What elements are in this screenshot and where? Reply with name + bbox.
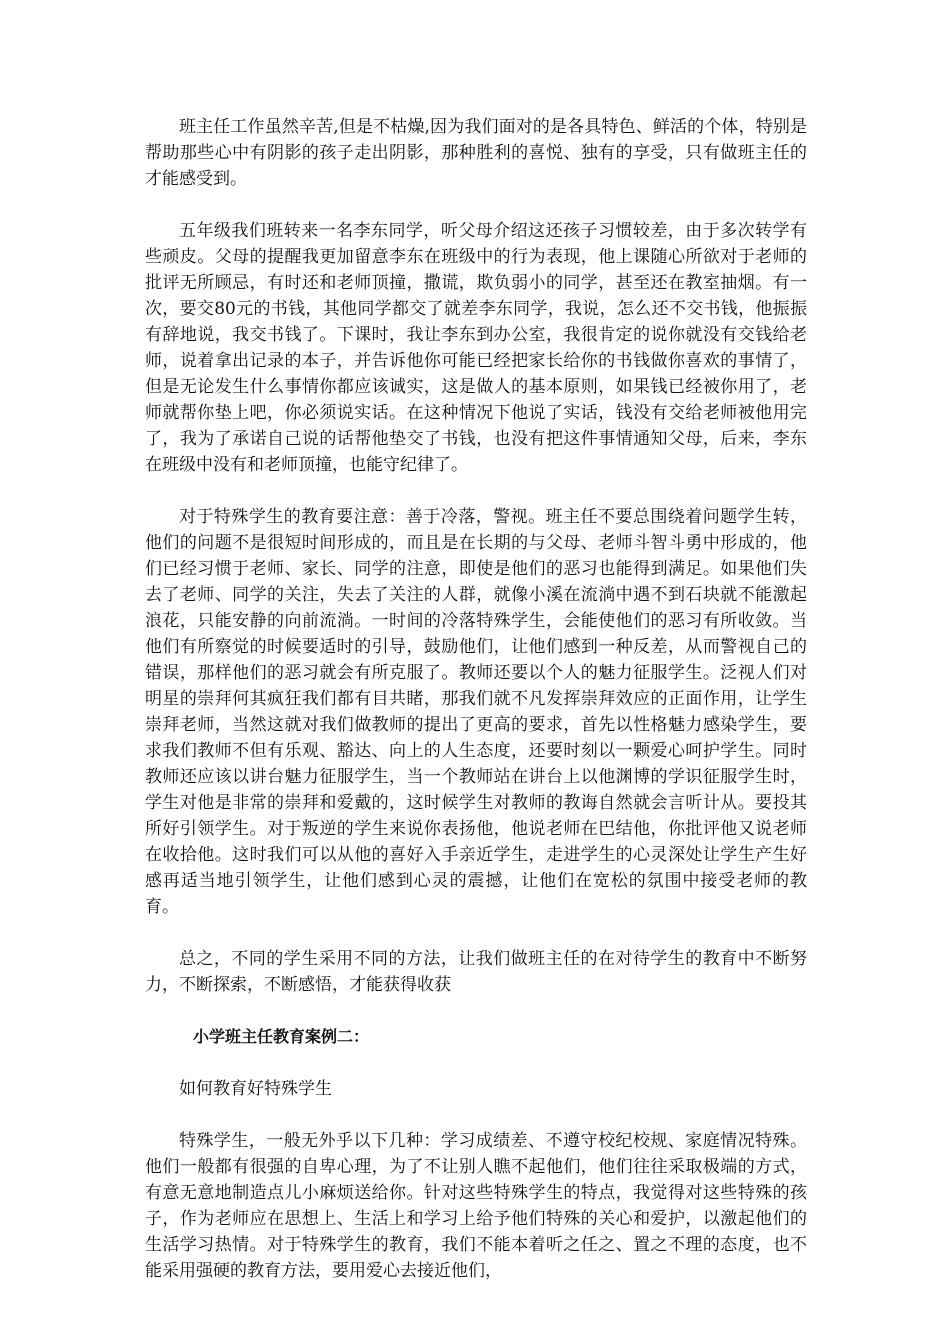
paragraph-case-story: 五年级我们班转来一名李东同学，听父母介绍这还孩子习惯较差，由于多次转学有些顽皮。父母的提醒我更加留意李东在班级中的行为表现，他上课随心所欲对于老师的批评无所顾忌，有时还和老师顶撞，撒谎，欺负弱小的同学，甚至还在教室抽烟。有一次，要交80元的书钱，其他同学都交了就差李东同学，我说，怎么还不交书钱，他振振有辞地说，我交书钱了。下课时，我让李东到办公室，我很肯定的说你就没有交钱给老师，说着拿出记录的本子，并告诉他你可能已经把家长给你的书钱做你喜欢的事情了，但是无论发生什么事情你都应该诚实，这是做人的基本原则，如果钱已经被你用了，老师就帮你垫上吧，你必须说实话。在这种情况下他说了实话，钱没有交给老师被他用完了，我为了承诺自己说的话帮他垫交了书钱，也没有把这件事情通知父母，后来，李东在班级中没有和老师顶撞，也能守纪律了。 xyxy=(145,221,807,475)
paragraph-intro: 班主任工作虽然辛苦,但是不枯燥,因为我们面对的是各具特色、鲜活的个体，特别是帮助那些心中有阴影的孩子走出阴影，那种胜利的喜悦、独有的享受，只有做班主任的才能感受到。 xyxy=(145,117,807,189)
paragraph-gap xyxy=(145,920,807,946)
paragraph-gap xyxy=(145,192,807,218)
paragraph-special-types: 特殊学生，一般无外乎以下几种：学习成绩差、不遵守校纪校规、家庭情况特殊。他们一般都有很强的自卑心理，为了不让别人瞧不起他们，他们往往采取极端的方式，有意无意地制造点儿小麻烦送给你。针对这些特殊学生的特点，我觉得对这些特殊的孩子，作为老师应在思想上、生活上和学习上给予他们特殊的关心和爱护，以激起他们的生活学习热情。对于特殊学生的教育，我们不能本着听之任之、置之不理的态度，也不能采用强硬的教育方法，要用爱心去接近他们， xyxy=(145,1131,807,1281)
section-heading: 小学班主任教育案例二： xyxy=(193,1027,370,1046)
paragraph-gap xyxy=(145,1102,807,1128)
paragraph-gap xyxy=(145,998,807,1024)
paragraph-conclusion: 总之，不同的学生采用不同的方法，让我们做班主任的在对待学生的教育中不断努力，不断探索，不断感悟，才能获得收获 xyxy=(145,949,807,995)
section-subtitle: 如何教育好特殊学生 xyxy=(179,1079,332,1099)
paragraph-gap xyxy=(145,1050,807,1076)
paragraph-gap xyxy=(145,478,807,504)
document-page xyxy=(145,114,807,1284)
paragraph-special-students: 对于特殊学生的教育要注意：善于冷落，警视。班主任不要总围绕着问题学生转，他们的问题不是很短时间形成的，而且是在长期的与父母、老师斗智斗勇中形成的，他们已经习惯于老师、家长、同学的注意，即使是他们的恶习也能得到满足。如果他们失去了老师、同学的关注，失去了关注的人群，就像小溪在流淌中遇不到石块就不能激起浪花，只能安静的向前流淌。一时间的冷落特殊学生，会能使他们的恶习有所收敛。当他们有所察觉的时候要适时的引导，鼓励他们，让他们感到一种反差，从而警视自己的错误，那样他们的恶习就会有所克服了。教师还要以个人的魅力征服学生。泛视人们对明星的崇拜何其疯狂我们都有目共睹，那我们就不凡发挥崇拜效应的正面作用，让学生崇拜老师，当然这就对我们做教师的提出了更高的要求，首先以性格魅力感染学生，要求我们教师不但有乐观、豁达、向上的人生态度，还要时刻以一颗爱心呵护学生。同时教师还应该以讲台魅力征服学生，当一个教师站在讲台上以他渊博的学识征服学生时，学生对他是非常的崇拜和爱戴的，这时候学生对教师的教诲自然就会言听计从。要投其所好引领学生。对于叛逆的学生来说你表扬他，他说老师在巴结他，你批评他又说老师在收拾他。这时我们可以从他的喜好入手亲近学生，走进学生的心灵深处让学生产生好感再适当地引领学生，让他们感到心灵的震撼，让他们在宽松的氛围中接受老师的教育。 xyxy=(145,507,807,917)
